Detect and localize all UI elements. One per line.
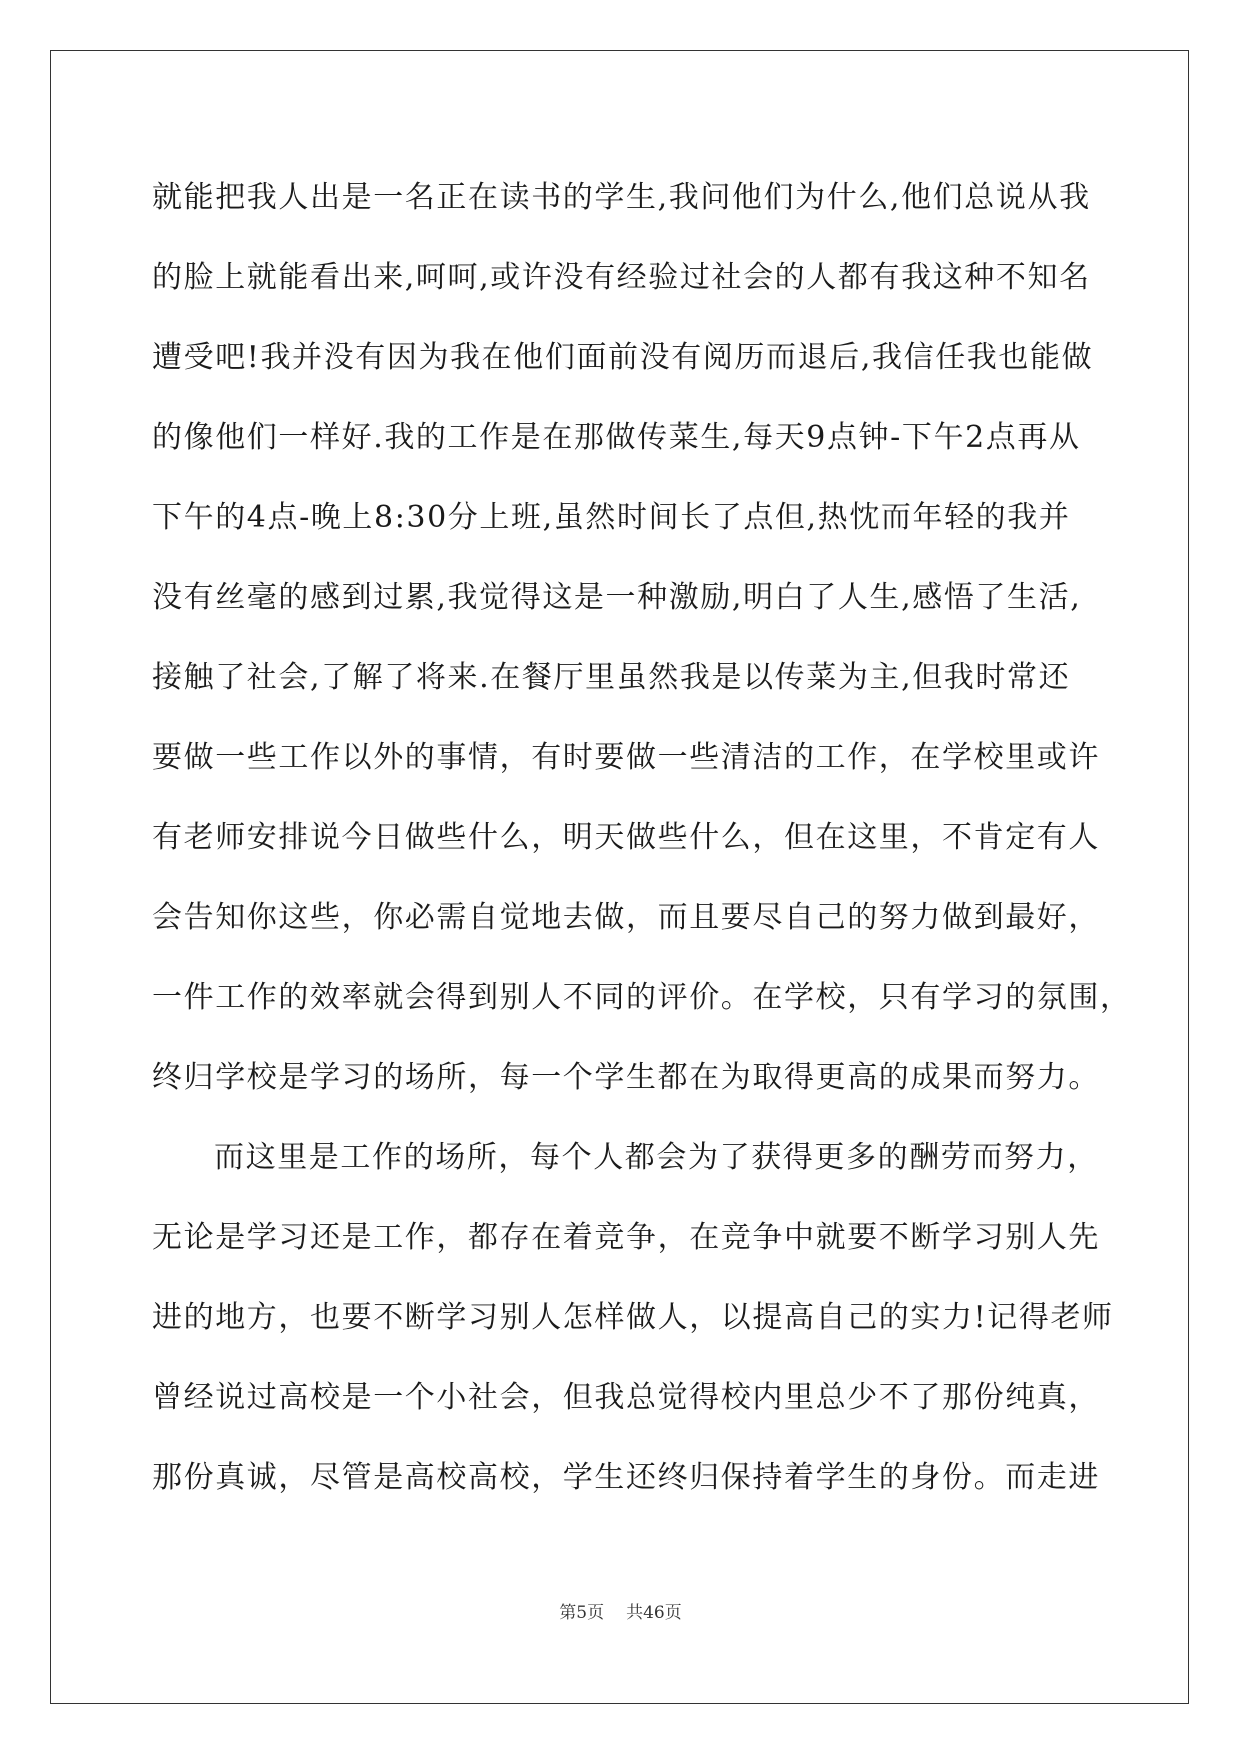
text-line: 终归学校是学习的场所，每一个学生都在为取得更高的成果而努力。 [152, 1060, 1100, 1095]
text-line: 会告知你这些，你必需自觉地去做，而且要尽自己的努力做到最好， [152, 900, 1100, 935]
text-line: 有老师安排说今日做些什么，明天做些什么，但在这里，不肯定有人 [152, 820, 1100, 855]
text-line: 接触了社会,了解了将来.在餐厅里虽然我是以传菜为主,但我时常还 [152, 660, 1071, 695]
paragraph-start-line: 而这里是工作的场所，每个人都会为了获得更多的酬劳而努力， [214, 1140, 1099, 1175]
text-line: 无论是学习还是工作，都存在着竞争，在竞争中就要不断学习别人先 [152, 1220, 1100, 1255]
text-line: 遭受吧!我并没有因为我在他们面前没有阅历而退后,我信任我也能做 [152, 340, 1094, 375]
body-text [152, 158, 1132, 1518]
text-line: 下午的4点-晚上8:30分上班,虽然时间长了点但,热忱而年轻的我并 [152, 500, 1071, 535]
page-number: 第5页 [559, 1603, 605, 1623]
text-line: 要做一些工作以外的事情，有时要做一些清洁的工作，在学校里或许 [152, 740, 1100, 775]
text-line: 的脸上就能看出来,呵呵,或许没有经验过社会的人都有我这种不知名 [152, 260, 1091, 295]
page-total: 共46页 [626, 1603, 682, 1623]
text-line: 的像他们一样好.我的工作是在那做传菜生,每天9点钟-下午2点再从 [152, 420, 1081, 455]
page-footer [0, 1598, 1241, 1623]
text-line: 就能把我人出是一名正在读书的学生,我问他们为什么,他们总说从我 [152, 180, 1091, 215]
text-line: 进的地方，也要不断学习别人怎样做人，以提高自己的实力!记得老师 [152, 1300, 1114, 1335]
text-line: 没有丝毫的感到过累,我觉得这是一种激励,明白了人生,感悟了生活, [152, 580, 1082, 615]
text-line: 那份真诚，尽管是高校高校，学生还终归保持着学生的身份。而走进 [152, 1460, 1100, 1495]
text-line: 曾经说过高校是一个小社会，但我总觉得校内里总少不了那份纯真， [152, 1380, 1100, 1415]
text-line: 一件工作的效率就会得到别人不同的评价。在学校，只有学习的氛围， [152, 980, 1132, 1015]
